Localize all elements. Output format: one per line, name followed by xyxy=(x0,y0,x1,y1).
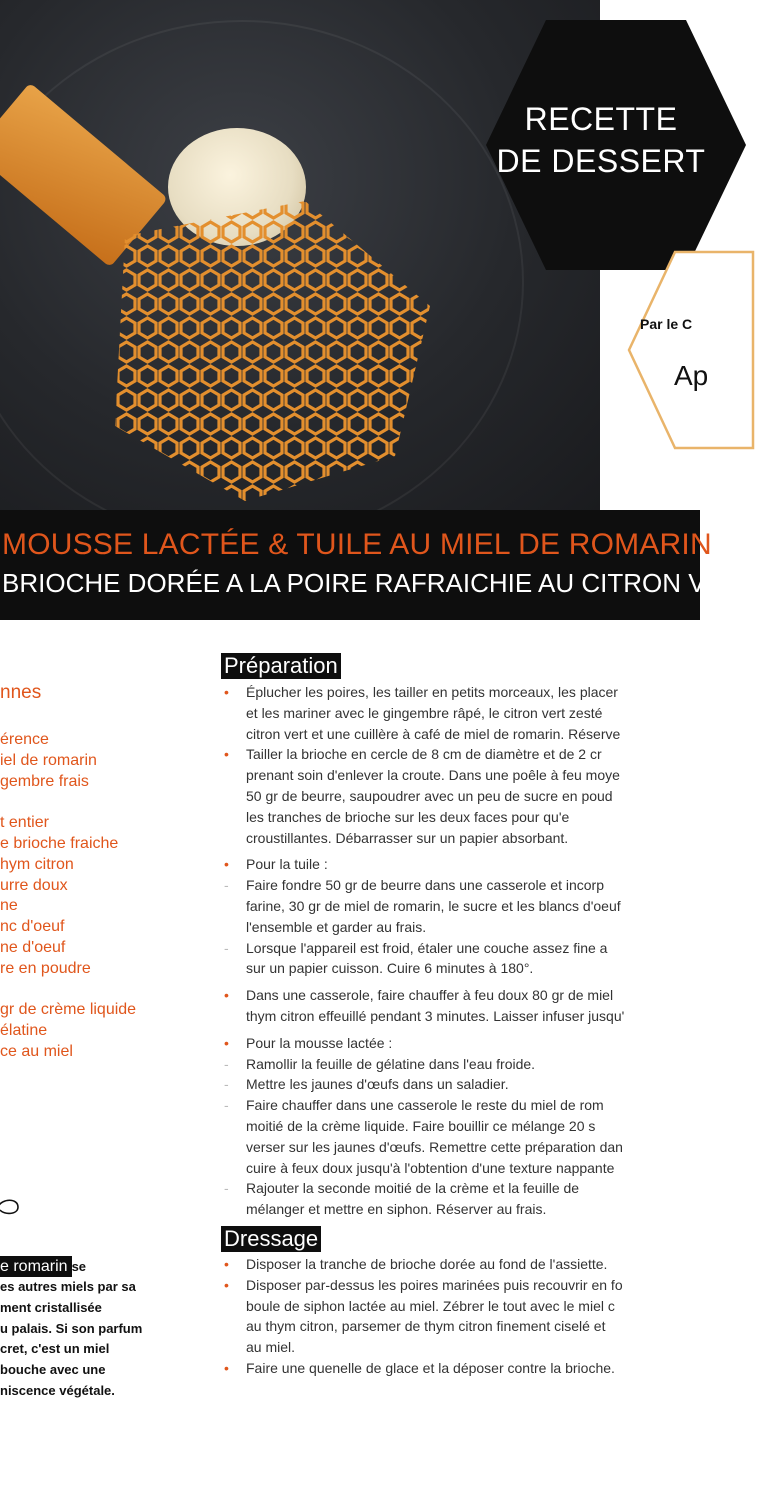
preparation-line-text: farine, 30 gr de miel de romarin, le sucre et les blancs d'oeuf xyxy=(246,897,621,914)
dressage-line xyxy=(224,1316,704,1337)
ingredient-item: ce au miel xyxy=(0,1042,73,1060)
bullet-marker: • xyxy=(224,987,229,1004)
dressage-line-text: boule de siphon lactée au miel. Zébrer le tout avec le miel c xyxy=(246,1297,615,1314)
preparation-title: Préparation xyxy=(221,653,341,679)
preparation-line xyxy=(224,1033,704,1054)
dressage-line xyxy=(224,1337,704,1358)
dash-marker: - xyxy=(224,1180,229,1197)
chef-badge-hexagon xyxy=(625,250,755,450)
ingredient-item: re en poudre xyxy=(0,959,91,977)
dressage-line xyxy=(224,1275,704,1296)
honey-note-line: es autres miels par sa xyxy=(0,1279,136,1294)
dressage-line xyxy=(224,1296,704,1317)
ingredient-item: élatine xyxy=(0,1022,48,1040)
ingredient-item: érence xyxy=(0,731,49,748)
preparation-line-text: citron vert et une cuillère à café de miel de romarin. Réserve xyxy=(246,725,621,742)
bullet-marker: • xyxy=(224,856,229,873)
preparation-line-text: moitié de la crème liquide. Faire bouillir ce mélange 20 s xyxy=(246,1117,596,1134)
dash-marker: - xyxy=(224,877,229,894)
recipe-title: MOUSSE LACTÉE & TUILE AU MIEL DE ROMARIN xyxy=(2,528,712,561)
ingredient-item: gembre frais xyxy=(0,772,89,790)
preparation-line xyxy=(224,1116,704,1137)
preparation-line xyxy=(224,1158,704,1179)
preparation-line-text: Éplucher les poires, les tailler en petits morceaux, les placer xyxy=(246,684,618,700)
dressage-line-text: au miel. xyxy=(246,1339,296,1356)
preparation-line xyxy=(224,1006,704,1027)
ingredient-item: ne xyxy=(0,897,18,915)
preparation-steps xyxy=(224,682,704,1220)
ingredient-item xyxy=(0,980,136,1001)
dressage-steps xyxy=(224,1254,704,1379)
badge-line-1: RECETTE xyxy=(524,101,678,137)
dressage-line xyxy=(224,1254,704,1275)
swirl-ornament xyxy=(0,1196,22,1218)
ingredient-item: iel de romarin xyxy=(0,751,97,769)
preparation-line-text: Dans une casserole, faire chauffer à feu doux 80 gr de miel xyxy=(246,987,614,1004)
honeycomb-tuile xyxy=(95,196,430,501)
honey-note-title: e romarin xyxy=(0,1256,72,1277)
preparation-line-text: Ramollir la feuille de gélatine dans l'eau froide. xyxy=(246,1055,536,1072)
preparation-line xyxy=(224,1199,704,1220)
preparation-line-text: sur un papier cuisson. Cuire 6 minutes à 180°. xyxy=(246,960,534,977)
honey-note-line: bouche avec une xyxy=(0,1362,106,1378)
dressage-line-text: au thym citron, parsemer de thym citron finement ciselé et xyxy=(246,1318,606,1335)
preparation-line-text: Rajouter la seconde moitié de la crème et la feuille de xyxy=(246,1180,580,1197)
recipe-badge-label xyxy=(486,98,716,182)
ingredient-item: t entier xyxy=(0,814,49,832)
preparation-line xyxy=(224,938,704,959)
recipe-subtitle: BRIOCHE DORÉE A LA POIRE RAFRAICHIE AU CITRON VERT xyxy=(2,568,757,598)
ingredient-item: gr de crème liquide xyxy=(0,1001,137,1019)
ingredients-list xyxy=(0,730,136,1063)
bullet-marker: • xyxy=(224,1034,229,1051)
dressage-title: Dressage xyxy=(221,1226,321,1252)
dash-marker: - xyxy=(224,939,229,956)
preparation-line xyxy=(224,703,704,724)
dash-marker: - xyxy=(224,1055,229,1072)
preparation-line-text: thym citron effeuillé pendant 3 minutes. Laisser infuser jusqu' xyxy=(246,1007,625,1024)
preparation-line xyxy=(224,1095,704,1116)
dressage-line-text: Faire une quenelle de glace et la déposer contre la brioche. xyxy=(246,1359,615,1376)
title-band xyxy=(0,510,757,620)
honey-note-line: niscence végétale. xyxy=(0,1382,115,1398)
preparation-line-text: Pour la tuile : xyxy=(246,856,328,873)
preparation-line-text: verser sur les jaunes d'œufs. Remettre cette préparation dan xyxy=(246,1138,623,1155)
honey-note-text xyxy=(0,1277,190,1402)
honey-note-line: cret, c'est un miel xyxy=(0,1341,110,1357)
preparation-line-text: Faire chauffer dans une casserole le reste du miel de rom xyxy=(246,1097,604,1114)
chef-name: Ap xyxy=(674,360,709,391)
preparation-line xyxy=(224,1054,704,1075)
preparation-line xyxy=(224,724,704,745)
ingredient-item: nc d'oeuf xyxy=(0,918,65,936)
hero-photo xyxy=(0,0,709,510)
preparation-line xyxy=(224,786,704,807)
preparation-line xyxy=(224,854,704,875)
dressage-line-text: Disposer la tranche de brioche dorée au fond de l'assiette. xyxy=(246,1256,608,1272)
dressage-line xyxy=(224,1358,704,1379)
honey-note-line: u palais. Si son parfum xyxy=(0,1320,143,1336)
honey-note-line: ment cristallisée xyxy=(0,1299,102,1315)
honey-note xyxy=(0,1256,190,1402)
honey-note-title-rest: se xyxy=(71,1259,87,1274)
preparation-line xyxy=(224,985,704,1006)
preparation-line-text: cuire à feux doux jusqu'à l'obtention d'une texture nappante xyxy=(246,1159,615,1176)
dash-marker: - xyxy=(224,1076,229,1093)
ingredient-item: urre doux xyxy=(0,876,68,894)
bullet-marker: • xyxy=(224,1256,229,1272)
ingredient-item: e brioche fraiche xyxy=(0,834,119,852)
preparation-line-text: Pour la mousse lactée : xyxy=(246,1034,393,1051)
preparation-line-text: 50 gr de beurre, saupoudrer avec un peu de sucre en poud xyxy=(246,787,613,804)
preparation-line-text: Lorsque l'appareil est froid, étaler une couche assez fine a xyxy=(246,939,608,956)
preparation-line xyxy=(224,744,704,765)
preparation-line-text: et les mariner avec le gingembre râpé, le citron vert zesté xyxy=(246,704,603,721)
bullet-marker: • xyxy=(224,684,229,700)
preparation-line xyxy=(224,765,704,786)
preparation-line-text: Faire fondre 50 gr de beurre dans une casserole et incorp xyxy=(246,877,604,894)
preparation-line xyxy=(224,682,704,703)
preparation-line-text: les tranches de brioche sur les deux faces pour qu'e xyxy=(246,808,570,825)
preparation-line-text: Mettre les jaunes d'œufs dans un saladier. xyxy=(246,1076,509,1093)
preparation-line xyxy=(224,917,704,938)
ingredient-item: hym citron xyxy=(0,855,74,873)
chef-label: Par le C xyxy=(640,316,693,332)
preparation-line xyxy=(224,1137,704,1158)
bullet-marker: • xyxy=(224,1276,229,1293)
dressage-line-text: Disposer par-dessus les poires marinées puis recouvrir en fo xyxy=(246,1276,623,1293)
preparation-line-text: croustillantes. Débarrasser sur un papier absorbant. xyxy=(246,829,569,846)
preparation-line xyxy=(224,896,704,917)
ingredient-item xyxy=(0,792,136,813)
preparation-line xyxy=(224,807,704,828)
dash-marker: - xyxy=(224,1097,229,1114)
badge-line-2: DE DESSERT xyxy=(496,143,706,179)
preparation-line xyxy=(224,875,704,896)
preparation-line xyxy=(224,958,704,979)
preparation-line xyxy=(224,1074,704,1095)
ingredients-heading: nnes xyxy=(0,682,42,703)
preparation-line-text: l'ensemble et garder au frais. xyxy=(246,918,427,935)
bullet-marker: • xyxy=(224,746,229,763)
preparation-line-text: mélanger et mettre en siphon. Réserver au frais. xyxy=(246,1201,547,1218)
bullet-marker: • xyxy=(224,1359,229,1376)
preparation-line-text: prenant soin d'enlever la croute. Dans une poêle à feu moye xyxy=(246,767,620,784)
ingredient-item: ne d'oeuf xyxy=(0,938,66,956)
preparation-line xyxy=(224,1178,704,1199)
preparation-line-text: Tailler la brioche en cercle de 8 cm de diamètre et de 2 cr xyxy=(246,746,602,763)
preparation-line xyxy=(224,828,704,849)
